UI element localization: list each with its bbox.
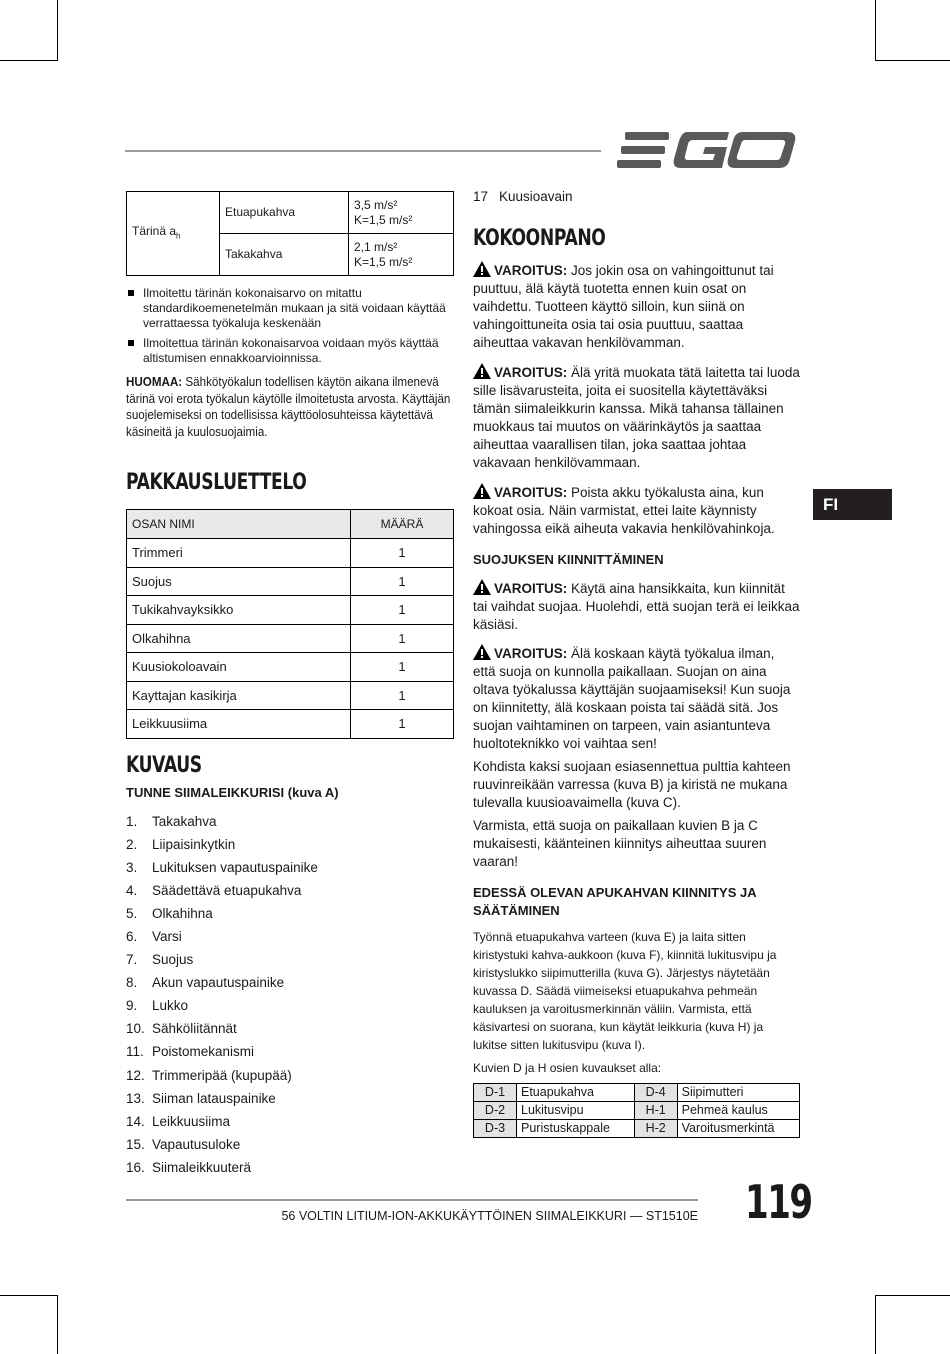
description-subtitle: TUNNE SIIMALEIKKURISI (kuva A) [126,784,339,800]
list-item: 9. Lukko [126,998,189,1014]
warning-paragraph: VAROITUS: Älä koskaan käytä työkalua ilman, että suoja on kunnolla paikallaan. Suojan on aina oltava työkalussa käyttäjän suojaamiseksi! Kun suoja on kiinnitetty, älä koskaan poista tai säädä sitä. Jos suojan vaihtaminen on tarpeen, vain asiantunteva huoltoteknikko voi vaihtaa sen! [473,646,791,751]
part-qty: 1 [351,567,454,596]
body-paragraph: Työnnä etuapukahva varteen (kuva E) ja laita sitten kiristystuki kahva-aukkoon (kuva F), kiinnitä lukitusvipu ja kiristyslukko siipimutterilla (kuva G). Järjestys näytetään kuvassa D. Säädä viimeiseksi etuapukahva pehmeän kauluksen ja varoitusmerkinnän väliin. Varmista, että käsivartesi on suorana, kun käytät leikkuria (kuva H) ja lukitse sitten lukitusvipu (kuva I). [473,930,777,1052]
bullet-item: Ilmoitettu tärinän kokonaisarvo on mitattu standardikoemenetelmän mukaan ja sitä voidaan käyttää verrattaessa työkaluja keskenään [126,286,454,331]
section-title-packing: PAKKAUSLUETTELO [126,470,307,495]
warning-paragraph: VAROITUS: Käytä aina hansikkaita, kun kiinnität tai vaihdat suojaa. Huolehdi, että suojan terä ei leikkaa käsiäsi. [473,581,800,632]
note-paragraph: HUOMAA: Sähkötyökalun todellisen käytön aikana ilmenevä tärinä voi erota työkalun käytölle ilmoitetusta arvosta. Käyttäjän suojelemiseksi on todellisissa käyttöolosuhteissa käytettävä käsineitä ja kuulosuojaimia. [126,375,451,439]
part-code: D-2 [474,1102,517,1120]
part-qty: 1 [351,539,454,568]
vibration-part: Takakahva [220,234,349,276]
part-name: Kayttajan kasikirja [127,681,351,710]
list-item: 13. Siiman latauspainike [126,1090,276,1106]
table-row [474,1084,800,1102]
part-name: Trimmeri [127,539,351,568]
part-code: H-2 [634,1120,677,1138]
footer-title: 56 VOLTIN LITIUM-ION-AKKUKÄYTTÖINEN SIIMALEIKKURI — ST1510E [281,1209,698,1223]
column-header: OSAN NIMI [127,510,351,539]
vibration-part: Etuapukahva [220,192,349,234]
part-name: Kuusiokoloavain [127,653,351,682]
part-name: Leikkuusiima [127,710,351,739]
language-tab: FI [813,489,892,520]
table-row [127,567,454,596]
list-item: 5. Olkahihna [126,905,213,921]
list-item: 12. Trimmeripää (kupupää) [126,1067,292,1083]
vibration-value: 3,5 m/s² K=1,5 m/s² [349,192,454,234]
part-name: Varoitusmerkintä [677,1120,799,1138]
body-paragraph: Kuvien D ja H osien kuvaukset alla: [473,1061,662,1075]
list-item: 10. Sähköliitännät [126,1021,237,1037]
vibration-table [126,191,454,276]
part-name: Puristuskappale [517,1120,635,1138]
part-name: Pehmeä kaulus [677,1102,799,1120]
warning-paragraph: VAROITUS: Jos jokin osa on vahingoittunut tai puuttuu, älä käytä tuotetta ennen kuin osat on vaihdettu. Tuotteen käyttö silloin, kun siinä on vahingoittuneita osia tai osia puuttuu, saattaa aiheuttaa vakavan henkilövamman. [473,263,774,350]
part-qty: 1 [351,596,454,625]
list-item: 3. Lukituksen vapautuspainike [126,859,318,875]
part-name: Suojus [127,567,351,596]
table-row [127,710,454,739]
table-row [127,624,454,653]
parts-list [126,810,454,1180]
vibration-value: 2,1 m/s² K=1,5 m/s² [349,234,454,276]
section-title-description: KUVAUS [126,752,202,778]
table-row [127,596,454,625]
list-item: 16. Siimaleikkuuterä [126,1159,252,1175]
part-code: H-1 [634,1102,677,1120]
section-title-assembly: KOKOONPANO [473,226,606,251]
left-column [126,191,454,1179]
list-item: 14. Leikkuusiima [126,1113,231,1129]
part-qty: 1 [351,681,454,710]
warning-icon [473,483,491,499]
table-row [474,1102,800,1120]
part-qty: 1 [351,624,454,653]
body-paragraph: Varmista, että suoja on paikallaan kuvien B ja C mukaisesti, käänteinen kiinnitys aiheuttaa suuren vaaran! [473,818,767,869]
warning-icon [473,644,491,660]
body-paragraph: Kohdista kaksi suojaan esiasennettua pulttia kahteen ruuvinreikään varressa (kuva B) ja kiristä ne mukana tulevalla kuusioavaimella (kuva C). [473,759,791,810]
list-item: 6. Varsi [126,928,182,944]
list-item: 17 Kuusioavain [473,189,573,204]
list-item: 8. Akun vapautuspainike [126,975,285,991]
ego-logo [617,128,799,172]
part-name: Etuapukahva [517,1084,635,1102]
part-code: D-1 [474,1084,517,1102]
subsection-title-guard: SUOJUKSEN KIINNITTÄMINEN [473,552,664,567]
warning-icon [473,579,491,595]
packing-table [126,509,454,739]
part-name: Olkahihna [127,624,351,653]
list-item: 4. Säädettävä etuapukahva [126,882,302,898]
warning-paragraph: VAROITUS: Älä yritä muokata tätä laitetta tai luoda sille lisävarusteita, joita ei suositella käytettäväksi tämän siimaleikkurin kanssa. Mikä tahansa tällainen muokkaus tai muutos on väärinkäytös ja saattaa aiheuttaa vaarallisen tilan, joka saattaa johtaa vakavaan henkilövammaan. [473,365,800,470]
list-item: 1. Takakahva [126,813,217,829]
warning-icon [473,261,491,277]
part-code: D-4 [634,1084,677,1102]
table-row [127,539,454,568]
part-qty: 1 [351,710,454,739]
list-item: 7. Suojus [126,952,194,968]
part-name: Lukitusvipu [517,1102,635,1120]
warning-paragraph: VAROITUS: Poista akku työkalusta aina, kun kokoat osia. Näin varmistat, ettei laite käynnisty vahingossa eikä aiheuta vakavia henkilövahinkoja. [473,485,775,536]
page-number: 119 [745,1175,812,1229]
table-row [127,653,454,682]
bullet-item: Ilmoitettua tärinän kokonaisarvoa voidaan myös käyttää altistumisen ennakkoarvioinnissa. [126,336,454,366]
parts-key-table [473,1083,800,1138]
list-item: 2. Liipaisinkytkin [126,836,236,852]
table-row [127,681,454,710]
table-row [474,1120,800,1138]
header-rule [125,150,601,152]
column-header: MÄÄRÄ [351,510,454,539]
list-item: 11. Poistomekanismi [126,1044,255,1060]
list-item: 15. Vapautusuloke [126,1136,241,1152]
part-name: Tukikahvayksikko [127,596,351,625]
vibration-label: Tärinä $a_h$ [127,192,220,276]
table-header-row [127,510,454,539]
footer-rule [126,1199,698,1201]
part-name: Siipimutteri [677,1084,799,1102]
part-qty: 1 [351,653,454,682]
right-column [473,188,800,1138]
subsection-title-handle: EDESSÄ OLEVAN APUKAHVAN KIINNITYS JA SÄÄTÄMINEN [473,885,757,918]
part-code: D-3 [474,1120,517,1138]
warning-icon [473,363,491,379]
